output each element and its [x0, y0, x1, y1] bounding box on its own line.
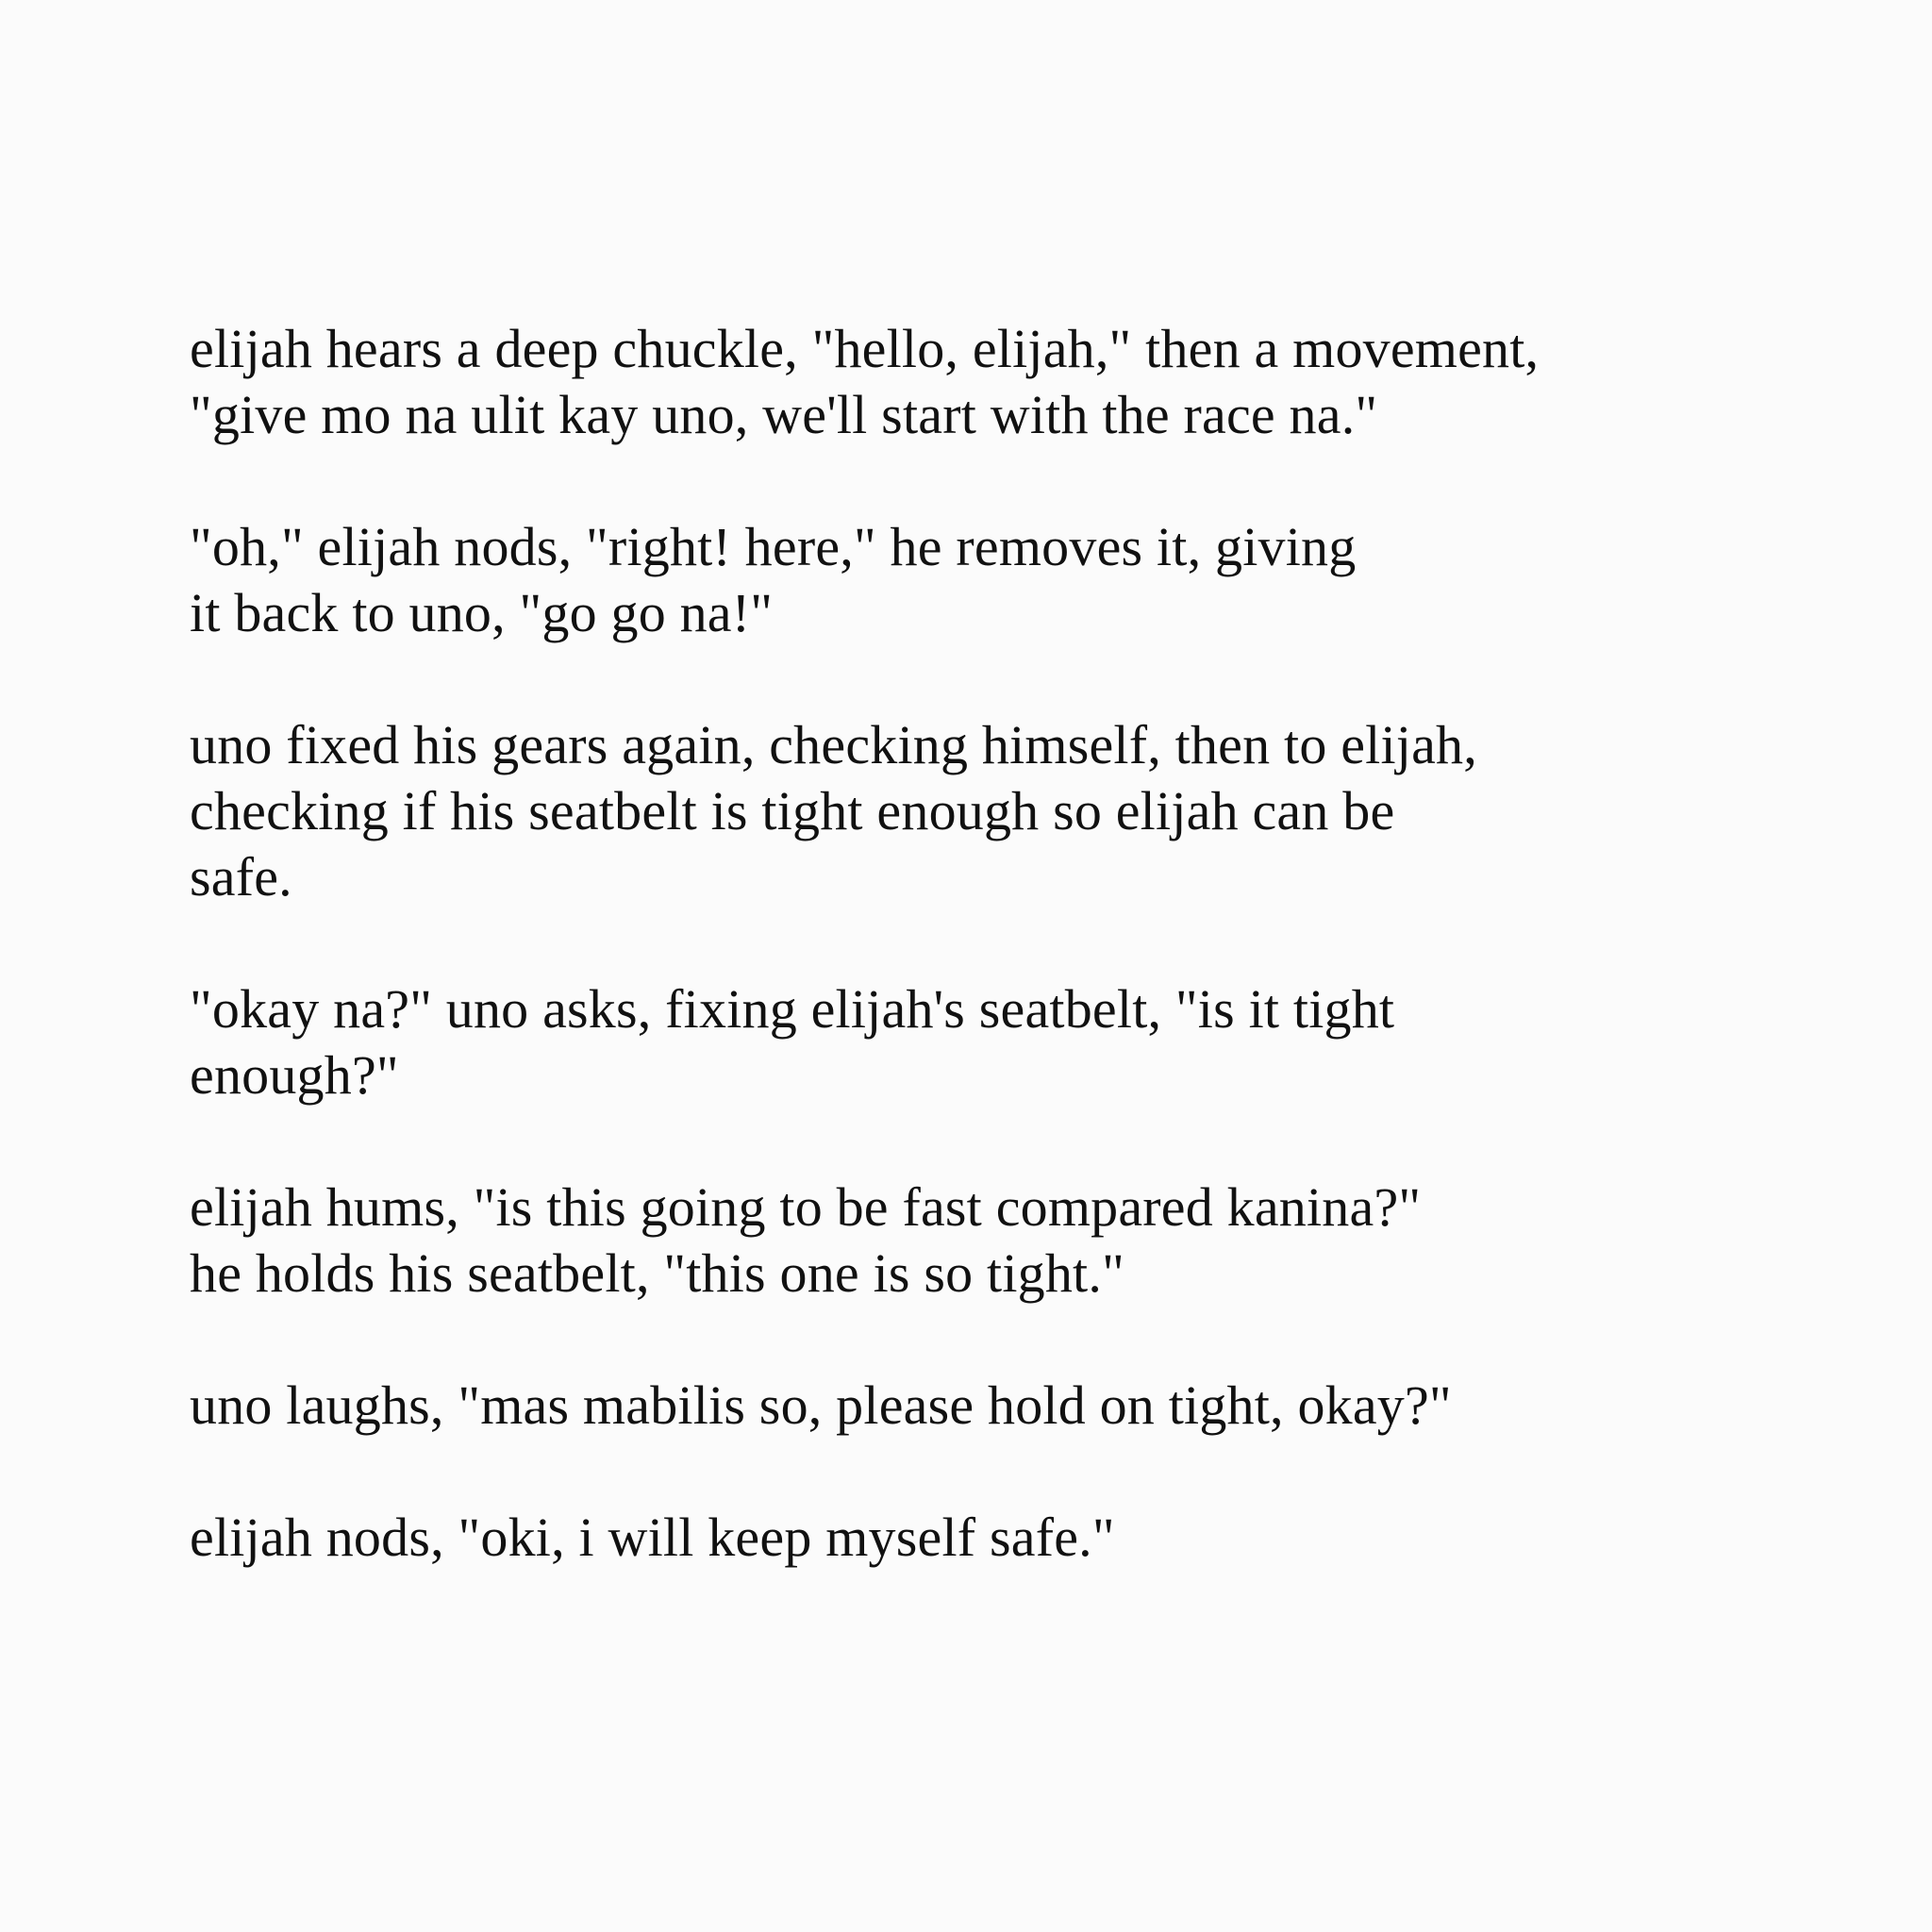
text-line: uno fixed his gears again, checking himself, then to elijah, [190, 714, 1477, 775]
text-line: safe. [190, 846, 292, 908]
text-line: "give mo na ulit kay uno, we'll start with the race na." [190, 384, 1378, 445]
text-line: "okay na?" uno asks, fixing elijah's seatbelt, "is it tight [190, 978, 1395, 1040]
text-line: he holds his seatbelt, "this one is so tight." [190, 1242, 1124, 1304]
text-line: enough?" [190, 1044, 399, 1106]
paragraph-3 [190, 712, 1850, 910]
text-line: it back to uno, "go go na!" [190, 582, 774, 643]
paragraph-7 [190, 1505, 1850, 1571]
text-line: "oh," elijah nods, "right! here," he removes it, giving [190, 516, 1357, 577]
text-line: checking if his seatbelt is tight enough so elijah can be [190, 780, 1395, 841]
paragraph-5 [190, 1174, 1850, 1307]
paragraph-2 [190, 514, 1850, 646]
text-line: elijah hears a deep chuckle, "hello, elijah," then a movement, [190, 318, 1540, 379]
paragraph-4 [190, 976, 1850, 1108]
paragraph-1 [190, 316, 1850, 448]
text-line: elijah nods, "oki, i will keep myself safe." [190, 1507, 1115, 1568]
text-line: uno laughs, "mas mabilis so, please hold on tight, okay?" [190, 1374, 1452, 1436]
story-text [190, 316, 1850, 1637]
paragraph-6 [190, 1373, 1850, 1439]
text-line: elijah hums, "is this going to be fast compared kanina?" [190, 1176, 1422, 1238]
